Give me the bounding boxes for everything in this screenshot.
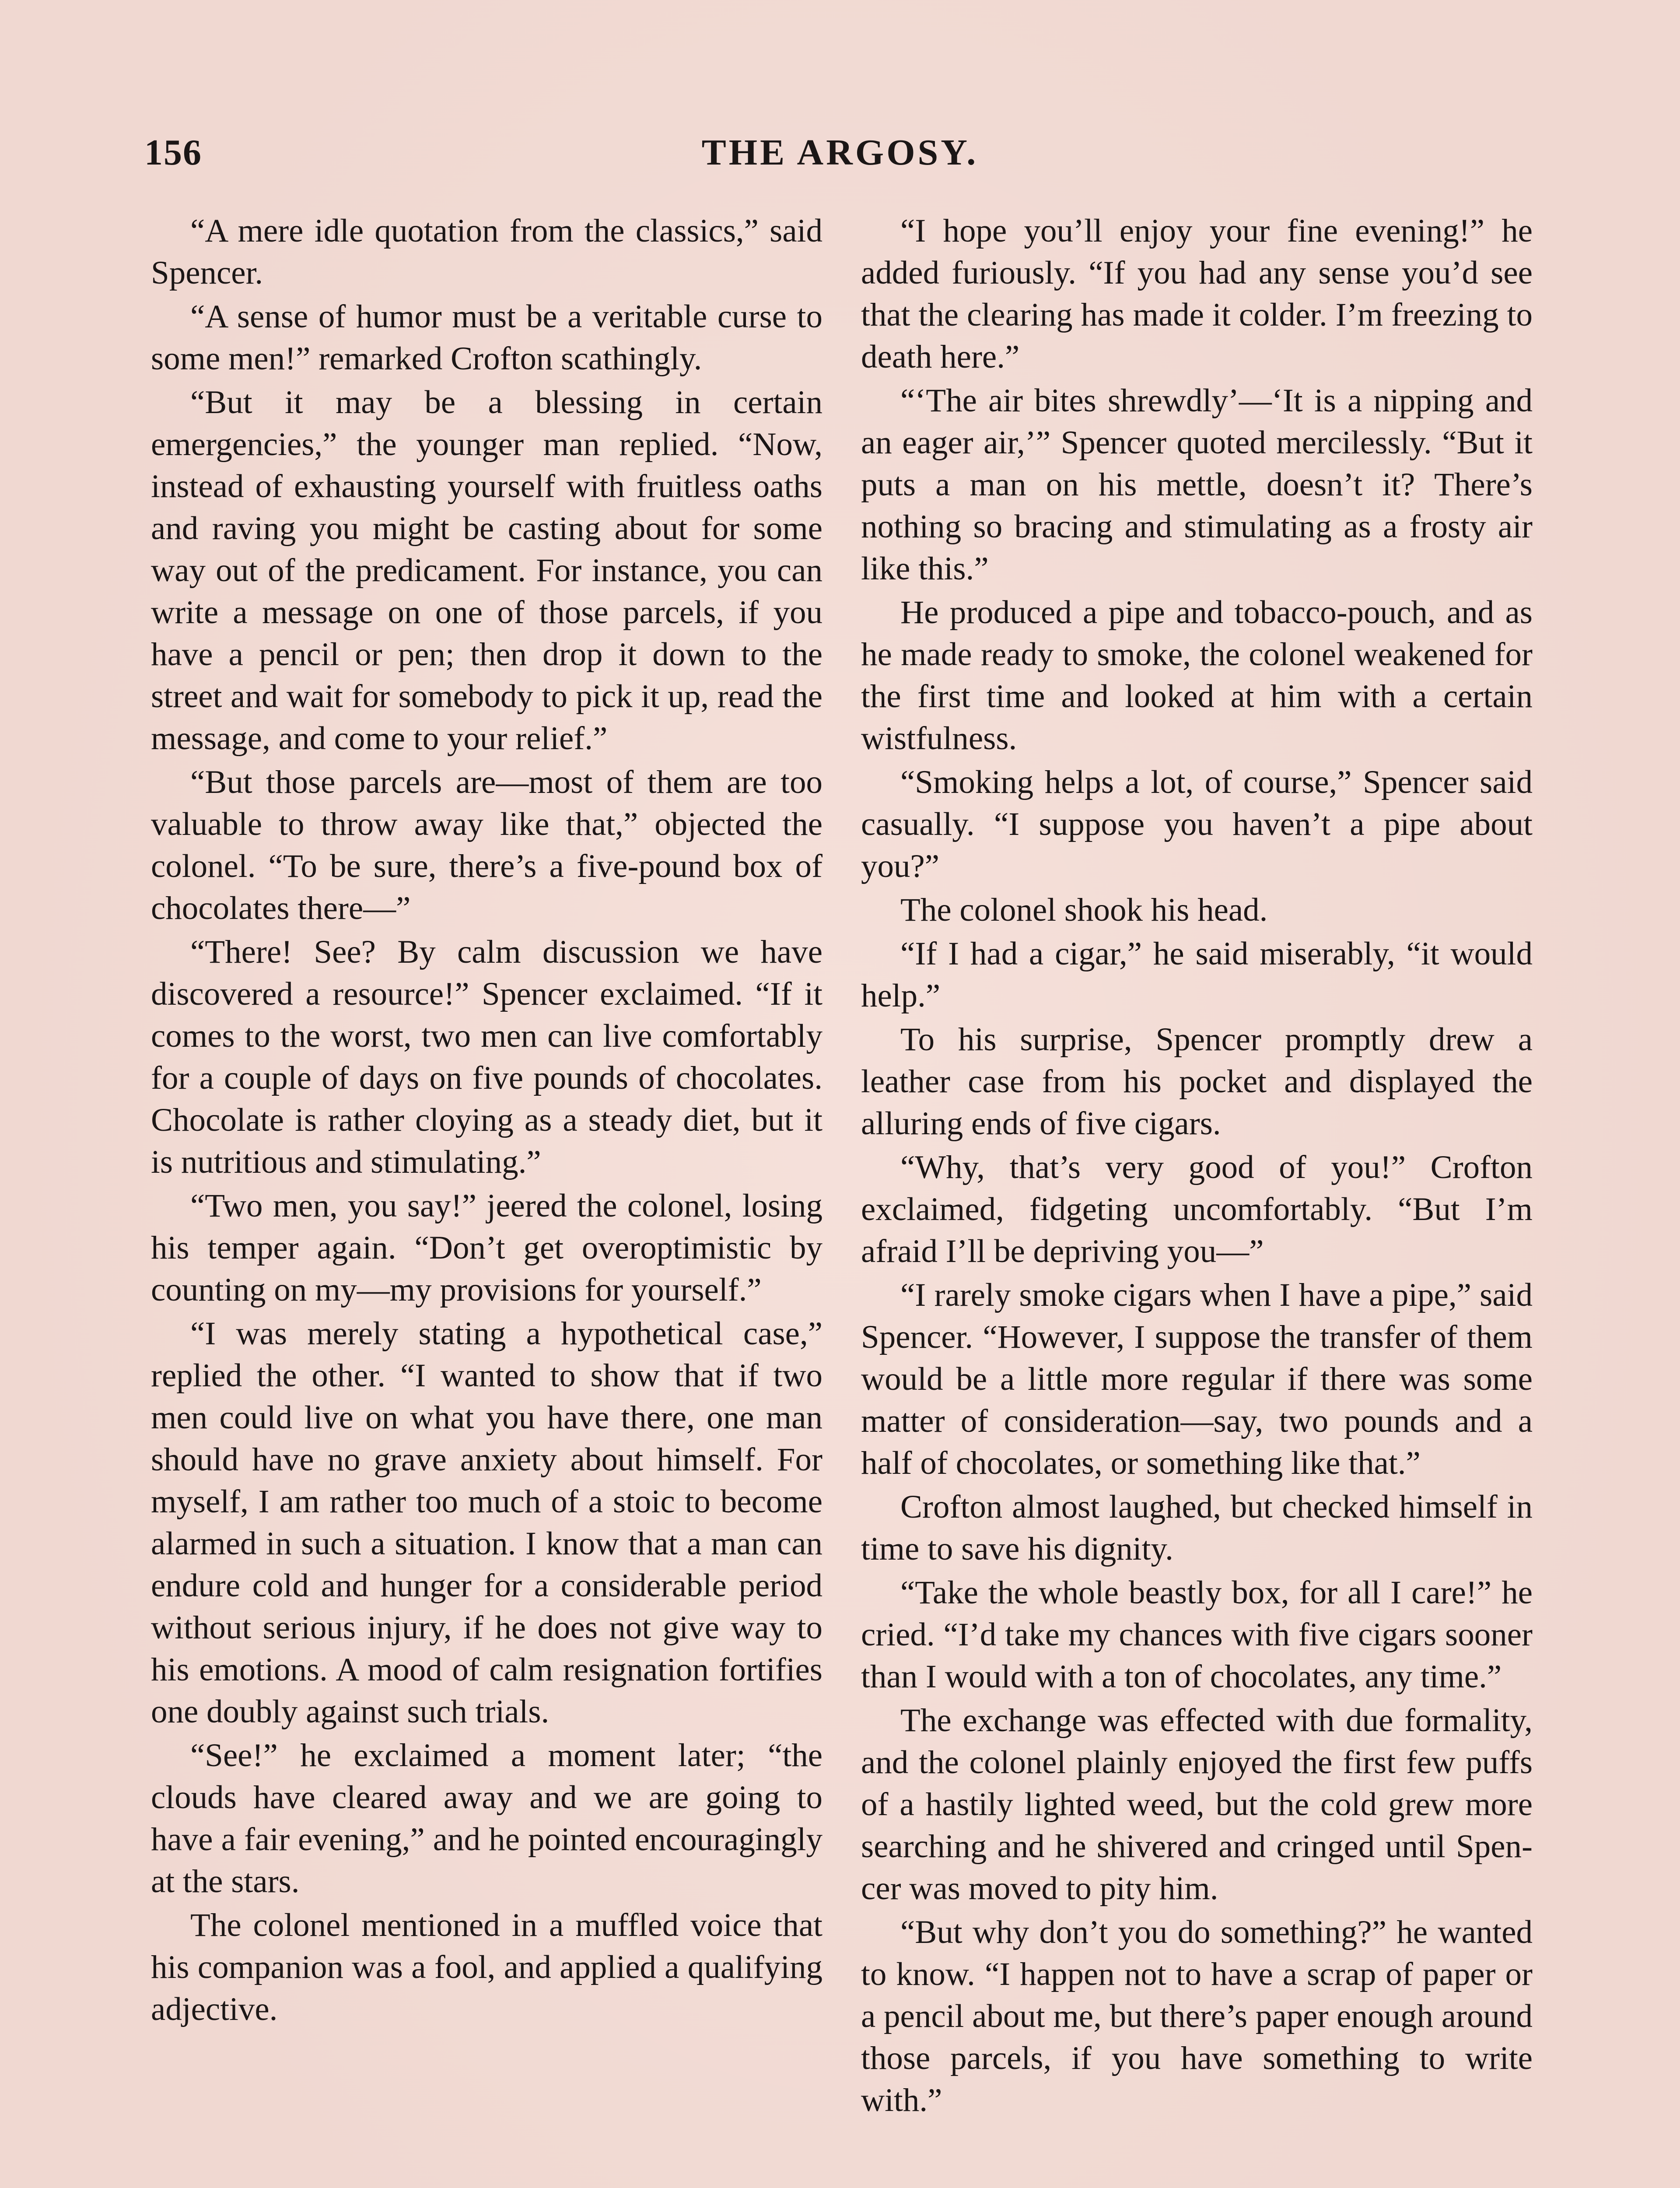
paragraph: “But those parcels are—most of them are too valuable to throw away like that,” objected the colonel. “To be sure, there’s a five-pound box of chocolates there—” bbox=[151, 764, 822, 926]
running-title: THE ARGOSY. bbox=[701, 132, 979, 173]
paragraph: “I was merely stating a hypothetical case,” replied the other. “I wanted to show that if two men could live on what you have there, one man should have no grave anxiety about himself. For myself, I am rather too much of a stoic to become alarmed in such a situation. I know that a man can endure cold and hunger for a considerable period without serious injury, if he does not give way to his emotions. A mood of calm resignation fortifies one doubly against such trials. bbox=[151, 1315, 822, 1730]
paragraph: The exchange was effected with due formality, and the colonel plainly enjoyed the first few puffs of a hastily lighted weed, but the cold grew more searching and he shivered and cringed until Spencer was moved to pity him. bbox=[861, 1702, 1533, 1907]
paragraph: “I hope you’ll enjoy your fine evening!” he added furiously. “If you had any sense you’d see that the clearing has made it colder. I’m freezing to death here.” bbox=[861, 213, 1533, 375]
paragraph: “Smoking helps a lot, of course,” Spencer said casually. “I suppose you haven’t a pipe about you?” bbox=[861, 764, 1533, 884]
paragraph: The colonel shook his head. bbox=[900, 892, 1268, 928]
paragraph: “A mere idle quotation from the classics,” said Spencer. bbox=[151, 213, 822, 291]
paragraph: “See!” he exclaimed a moment later; “the clouds have cleared away and we are going to have a fair evening,” and he pointed encouragingly at the stars. bbox=[151, 1737, 822, 1900]
right-column bbox=[861, 210, 1533, 2123]
paragraph: “Two men, you say!” jeered the colonel, losing his temper again. “Don’t get overoptimistic by counting on my—my provisions for yourself.” bbox=[151, 1188, 822, 1308]
paragraph: The colonel mentioned in a muffled voice that his companion was a fool, and applied a qualifying adjective. bbox=[151, 1907, 822, 2027]
paragraph: Crofton almost laughed, but checked himself in time to save his dignity. bbox=[861, 1489, 1533, 1567]
paragraph: To his surprise, Spencer promptly drew a leather case from his pocket and displayed the alluring ends of five cigars. bbox=[861, 1021, 1533, 1142]
paragraph: “‘The air bites shrewdly’—‘It is a nipping and an eager air,’” Spencer quoted mercilessly. “But it puts a man on his mettle, doesn’t it? There’s nothing so bracing and stimulating as a frosty air like this.” bbox=[861, 382, 1533, 587]
paragraph: “Take the whole beastly box, for all I care!” he cried. “I’d take my chances with five cigars sooner than I would with a ton of chocolates, any time.” bbox=[861, 1574, 1533, 1695]
paragraph: “If I had a cigar,” he said miserably, “it would help.” bbox=[861, 936, 1533, 1014]
page-header bbox=[144, 131, 1536, 188]
left-column bbox=[151, 210, 822, 2032]
paragraph: “A sense of humor must be a veritable curse to some men!” remarked Crofton scathingly. bbox=[151, 298, 822, 377]
paragraph: “But it may be a blessing in certain emergencies,” the younger man replied. “Now, instead of exhausting yourself with fruitless oaths and raving you might be casting about for some way out of the predicament. For instance, you can write a message on one of those parcels, if you have a pencil or pen; then drop it down to the street and wait for somebody to pick it up, read the message, and come to your relief.” bbox=[151, 384, 822, 757]
paragraph: He produced a pipe and tobacco-pouch, and as he made ready to smoke, the colonel weakened for the first time and looked at him with a certain wistfulness. bbox=[861, 594, 1533, 757]
paragraph: “There! See? By calm discussion we have discovered a resource!” Spencer exclaimed. “If it comes to the worst, two men can live comfortably for a couple of days on five pounds of chocolates. Chocolate is rather cloying as a steady diet, but it is nutritious and stimulating.” bbox=[151, 934, 822, 1180]
paragraph: “I rarely smoke cigars when I have a pipe,” said Spencer. “However, I suppose the transfer of them would be a little more regular if there was some matter of consideration—say, two pounds and a half of chocolates, or something like that.” bbox=[861, 1277, 1533, 1481]
paragraph: “But why don’t you do something?” he wanted to know. “I happen not to have a scrap of paper or a pencil about me, but there’s paper enough around those parcels, if you have something to write with.” bbox=[861, 1914, 1533, 2118]
page-number: 156 bbox=[144, 132, 202, 173]
paragraph: “Why, that’s very good of you!” Crofton exclaimed, fidgeting uncomfortably. “But I’m afraid I’ll be depriving you—” bbox=[861, 1149, 1533, 1269]
